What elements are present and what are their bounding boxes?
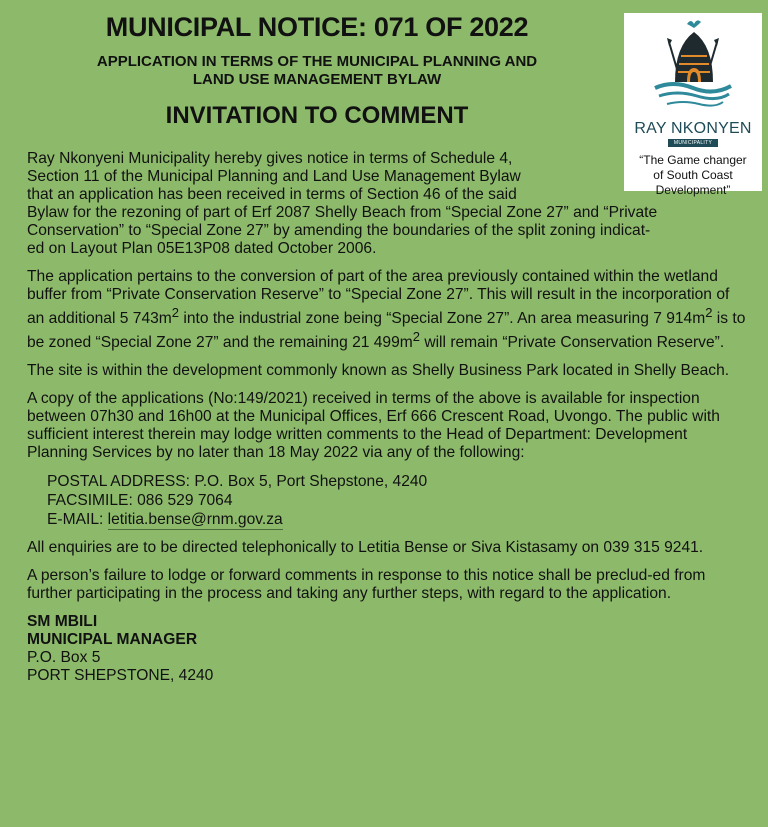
paragraph-enquiries: All enquiries are to be directed telephonically to Letitia Bense or Siva Kistasamy on 039 315 9241.: [27, 539, 704, 557]
paragraph-application: [27, 150, 747, 258]
signature-block: [27, 613, 747, 685]
p1-line-3: that an application has been received in terms of Section 46 of the said: [27, 186, 517, 203]
email-link[interactable]: letitia.bense@rnm.gov.za: [107, 511, 283, 529]
contact-addresses: [47, 472, 747, 529]
p2-part-b: into the industrial zone being “Special Zone 27”. An area measuring 7 914m: [179, 310, 706, 328]
p2-part-a: The application pertains to the conversion of part of the area previously contained within the wetland buffer from “Private Conservation Reserve” to “Special Zone 27”. This will result in the incorporation of an additional 5 743m: [27, 268, 730, 328]
sup-squared: 2: [705, 305, 713, 320]
facsimile: FACSIMILE: 086 529 7064: [47, 492, 233, 510]
subtitle-line-1: APPLICATION IN TERMS OF THE MUNICIPAL PLANNING AND: [96, 53, 538, 70]
paragraph-conversion: [27, 268, 747, 352]
signatory-role: MUNICIPAL MANAGER: [27, 631, 198, 649]
sup-squared: 2: [171, 305, 180, 320]
paragraph-site: The site is within the development commonly known as Shelly Business Park located in Shelly Beach.: [27, 362, 730, 380]
p1-line-2: Section 11 of the Municipal Planning and Land Use Management Bylaw: [27, 168, 521, 185]
sup-squared: 2: [412, 329, 420, 345]
slogan-line-1: “The Game changer: [639, 153, 747, 167]
logo-municipality-label: MUNICIPALITY: [668, 139, 718, 147]
logo-wordmark: RAY NKONYEN: [634, 120, 752, 137]
signatory-town: PORT SHEPSTONE, 4240: [27, 667, 214, 685]
slogan-line-2: of South Coast: [653, 168, 733, 182]
postal-address: POSTAL ADDRESS: P.O. Box 5, Port Shepstone, 4240: [47, 473, 428, 491]
notice-title: MUNICIPAL NOTICE: 071 OF 2022: [105, 12, 529, 42]
subtitle-line-2: LAND USE MANAGEMENT BYLAW: [192, 71, 442, 88]
paragraph-failure: A person’s failure to lodge or forward comments in response to this notice shall be preclud-ed from further participating in the process and taking any further steps, with regard to the application.: [27, 567, 706, 603]
p1-line-1: Ray Nkonyeni Municipality hereby gives notice in terms of Schedule 4,: [27, 150, 513, 167]
signatory-box: P.O. Box 5: [27, 649, 101, 667]
p1-line-6: ed on Layout Plan 05E13P08 dated October 2006.: [27, 240, 377, 257]
hut-emblem-icon: [653, 16, 733, 120]
p1-line-4: Bylaw for the rezoning of part of Erf 2087 Shelly Beach from “Special Zone 27” and “Private: [27, 204, 658, 221]
invitation-heading: INVITATION TO COMMENT: [165, 102, 469, 129]
email-label: E-MAIL:: [47, 511, 108, 529]
p2-part-d: will remain “Private Conservation Reserve”.: [420, 334, 725, 352]
notice-subtitle: [0, 53, 634, 89]
email-line: [47, 510, 747, 529]
p2-part-c: is to be zoned “Special Zone 27” and the remaining 21 499m: [27, 310, 746, 352]
slogan-line-3: Development”: [655, 183, 731, 197]
paragraph-copy: A copy of the applications (No:149/2021) received in terms of the above is available for inspection between 07h30 and 16h00 at the Municipal Offices, Erf 666 Crescent Road, Uvongo. The public with sufficient interest therein may lodge written comments to the Head of Department: Development Planning Services by no later than 18 May 2022 via any of the following:: [27, 390, 720, 462]
notice-body: [27, 150, 747, 685]
signatory-name: SM MBILI: [27, 613, 98, 631]
p1-line-5: Conservation” to “Special Zone 27” by amending the boundaries of the split zoning indicat-: [27, 222, 651, 239]
